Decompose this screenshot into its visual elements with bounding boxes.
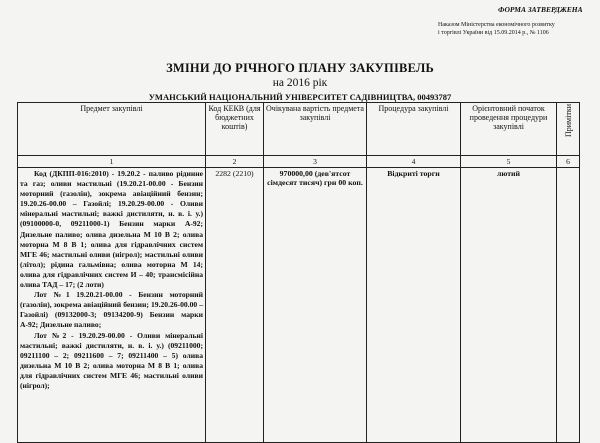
col-number-5: 5	[461, 156, 557, 168]
organization-name: УМАНСЬКИЙ НАЦІОНАЛЬНИЙ УНІВЕРСИТЕТ САДІВНИЦТВА, 00493787	[148, 92, 452, 102]
subject-cell	[18, 168, 206, 443]
table-header-row	[18, 103, 580, 156]
col-number-3: 3	[264, 156, 367, 168]
header-notes-text: Примітки	[563, 104, 573, 138]
header-notes	[557, 103, 580, 156]
col-number-6: 6	[557, 156, 580, 168]
header-start-date: Орієнтовний початок проведення процедури закупівлі	[461, 103, 557, 156]
col-number-1: 1	[18, 156, 206, 168]
subject-general: Код (ДКПП-016:2010) - 19.20.2 - паливо рідинне та газ; оливи мастильні (19.20.21-00.00 - Бензин моторний (газолін), зокрема авіаційний бензин; 19.20.26-00.00 – Газойлі; 19.20.29-00.00 - Оливи мінеральні мастильні; важкі дистиляти, н. в. і. у.) (09100000-0, 09211000-1) Бензин марки А-92; Дизельне паливо; олива дизельна М 10 В 2; олива моторна М 8 В 1; олива для гідравлічних систем МГЕ 46; мастильні оливи (нігрол); мастильні оливи (літол); рідина гальмівна; олива моторна М 14; олива для гідравлічних систем И – 40; трансмісійна олива ТАД – 17; (2 лоти)	[20, 169, 203, 290]
document-title: ЗМІНИ ДО РІЧНОГО ПЛАНУ ЗАКУПІВЕЛЬ	[166, 61, 434, 75]
start-date-cell: лютий	[461, 168, 557, 443]
header-expected-cost: Очікувана вартість предмета закупівлі	[264, 103, 367, 156]
subject-lot-2: Лот №2 - 19.20.29-00.00 - Оливи мінеральні мастильні; важкі дистиляти, н. в. і. у.) (09211000; 09211100 – 2; 09211600 – 7; 09211400 – 5) олива дизельна М 10 В 2; олива моторна М 8 В 1; олива для гідравлічних систем МГЕ 46; мастильні оливи (нігрол);	[20, 330, 203, 390]
col-number-2: 2	[206, 156, 264, 168]
order-line-1: Наказом Міністерства економічного розвитку	[438, 22, 555, 28]
expected-cost-cell: 970000,00 (дев'ятсот сімдесят тисяч) грн 00 коп.	[264, 168, 367, 443]
order-reference	[438, 21, 555, 37]
notes-cell	[557, 168, 580, 443]
header-subject: Предмет закупівлі	[18, 103, 206, 156]
header-kekv: Код КЕКВ (для бюджетних коштів)	[206, 103, 264, 156]
document-subtitle: на 2016 рік	[272, 77, 328, 89]
table-row	[18, 168, 580, 443]
header-procedure: Процедура закупівлі	[367, 103, 461, 156]
col-number-4: 4	[367, 156, 461, 168]
procurement-plan-table	[17, 102, 580, 443]
form-approved-label: ФОРМА ЗАТВЕРДЖЕНА	[498, 5, 583, 14]
procedure-cell: Відкриті торги	[367, 168, 461, 443]
kekv-cell: 2282 (2210)	[206, 168, 264, 443]
order-line-2: і торгівлі України від 15.09.2014 р., № 1106	[438, 30, 549, 36]
column-number-row	[18, 156, 580, 168]
subject-lot-1: Лот №1 19.20.21-00.00 - Бензин моторний (газолін), зокрема авіаційний бензин; 19.20.26-00.00 – Газойлі) (09132000-3; 09134200-9) Бензин марки А-92; Дизельне паливо;	[20, 290, 203, 330]
